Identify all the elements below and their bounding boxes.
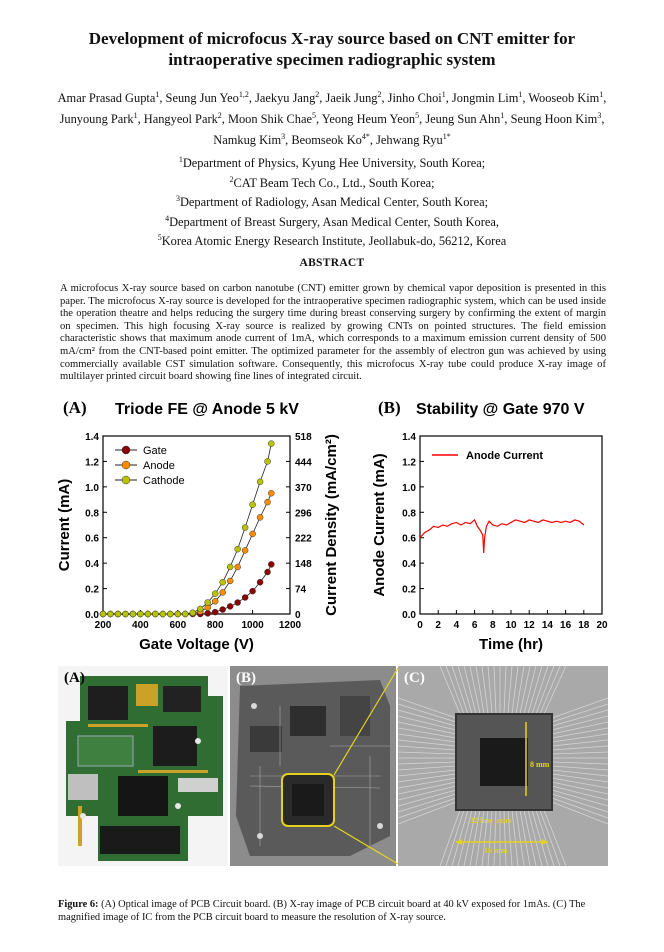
chart-stability bbox=[370, 392, 620, 664]
data-point-cathode bbox=[167, 611, 173, 617]
dim-16mm: 16 mm bbox=[484, 846, 508, 855]
author-name: Jeung Sun Ahn bbox=[425, 112, 501, 127]
x-tick-label: 12 bbox=[523, 620, 535, 631]
x-axis-label: Gate Voltage (V) bbox=[139, 636, 254, 653]
data-point-anode bbox=[235, 564, 241, 570]
author-name: Namkug Kim bbox=[213, 133, 282, 148]
author-affiliation-mark: 1* bbox=[442, 132, 451, 142]
y-tick-label: 0.0 bbox=[402, 610, 416, 621]
line-pairs-label: 32 line pairs bbox=[470, 816, 512, 825]
legend-marker bbox=[122, 446, 130, 454]
y-axis-label: Anode Current (mA) bbox=[371, 453, 388, 597]
panel-label-b: (B) bbox=[378, 398, 401, 417]
x-tick-label: 600 bbox=[169, 620, 187, 631]
data-point-cathode bbox=[175, 611, 181, 617]
data-point-anode bbox=[220, 589, 226, 595]
y2-tick-label: 0 bbox=[295, 610, 301, 621]
data-point-cathode bbox=[268, 441, 274, 447]
author-affiliation-mark: 1 bbox=[441, 90, 446, 99]
data-point-gate bbox=[235, 600, 241, 606]
chart-b-title: Stability @ Gate 970 V bbox=[416, 401, 585, 418]
data-point-gate bbox=[212, 609, 218, 615]
data-point-cathode bbox=[265, 458, 271, 464]
data-point-cathode bbox=[152, 611, 158, 617]
author-name: Seung Jun Yeo bbox=[165, 91, 239, 106]
legend-entry: Anode Current bbox=[466, 450, 543, 462]
legend-entry: Cathode bbox=[143, 475, 185, 487]
chart-triode-fe bbox=[55, 392, 355, 664]
data-point-gate bbox=[265, 569, 271, 575]
photo-label-b: (B) bbox=[236, 670, 256, 686]
x-tick-label: 6 bbox=[471, 620, 478, 631]
y-tick-label: 1.2 bbox=[85, 457, 99, 469]
data-point-cathode bbox=[257, 479, 263, 485]
x-tick-label: 4 bbox=[453, 620, 460, 631]
data-point-gate bbox=[250, 588, 256, 594]
author-affiliation-mark: 2 bbox=[315, 90, 320, 99]
data-point-cathode bbox=[227, 564, 233, 570]
x-tick-label: 200 bbox=[94, 620, 112, 631]
author-name: Jongmin Lim bbox=[451, 91, 519, 106]
data-point-cathode bbox=[220, 579, 226, 585]
author-name: Junyoung Park bbox=[59, 112, 134, 127]
x-tick-label: 400 bbox=[132, 620, 149, 631]
author-name: Beomseok Ko bbox=[291, 133, 362, 148]
data-point-anode bbox=[250, 531, 256, 537]
affiliation-line bbox=[60, 152, 604, 172]
x-tick-label: 10 bbox=[505, 620, 517, 631]
author-list: Amar Prasad Gupta$^1$, Seung Jun Yeo$^{1,2}$, Jaekyu Jang$^2$, Jaeik Jung$^2$, Jinho Choi$^1$, Jongmin Lim$^1$, Wooseob Kim$^1$, Junyoung Park$^1$, Hangyeol Park$^2$, Moon Shik Chae$^5$, Yeong Heum Yeon$^5$, Jeung Sun Ahn$^1$, Seung Hoon Kim$^3$, Namkug Kim$^3$, Beomseok $Ko^{4*}$, Jehwang Ryu$^{1*}$ bbox=[57, 90, 607, 148]
data-point-cathode bbox=[100, 611, 106, 617]
x-tick-label: 16 bbox=[560, 620, 572, 631]
data-point-cathode bbox=[160, 611, 166, 617]
affiliation-text: CAT Beam Tech Co., Ltd., South Korea; bbox=[233, 175, 435, 190]
panel-label-a: (A) bbox=[63, 398, 87, 417]
y-tick-label: 1.4 bbox=[85, 432, 99, 443]
x-tick-label: 18 bbox=[578, 620, 590, 631]
data-point-gate bbox=[205, 610, 211, 616]
x-tick-label: 8 bbox=[490, 620, 496, 631]
y-tick-label: 1.0 bbox=[402, 482, 416, 494]
x-tick-label: 0 bbox=[417, 620, 423, 631]
chart-a-title: Triode FE @ Anode 5 kV bbox=[115, 401, 299, 418]
legend-entry: Gate bbox=[143, 445, 167, 457]
y-tick-label: 0.8 bbox=[85, 508, 99, 520]
photo-pcb-optical bbox=[58, 666, 228, 866]
data-point-cathode bbox=[235, 546, 241, 552]
data-point-gate bbox=[227, 603, 233, 609]
photo-ic-magnified bbox=[398, 666, 608, 866]
plot-frame bbox=[103, 436, 290, 614]
affiliation-line bbox=[60, 191, 604, 211]
y-tick-label: 1.4 bbox=[402, 432, 416, 443]
author-name: Yeong Heum Yeon bbox=[321, 112, 416, 127]
data-point-cathode bbox=[115, 611, 121, 617]
affiliation-mark: 4 bbox=[165, 213, 170, 223]
y-tick-label: 0.4 bbox=[402, 559, 416, 571]
y-tick-label: 0.6 bbox=[85, 533, 99, 545]
y-axis-label: Current (mA) bbox=[56, 478, 73, 572]
data-point-gate bbox=[257, 579, 263, 585]
affiliation-text: Department of Breast Surgery, Asan Medical Center, South Korea, bbox=[169, 214, 499, 229]
data-point-anode bbox=[242, 547, 248, 553]
y2-tick-label: 148 bbox=[295, 559, 312, 571]
caption-label: Figure 6: bbox=[58, 899, 99, 910]
x-tick-label: 20 bbox=[596, 620, 608, 631]
author-name: Jaekyu Jang bbox=[255, 91, 316, 106]
author-name: Amar Prasad Gupta bbox=[57, 91, 156, 106]
photo-label-c: (C) bbox=[404, 670, 425, 686]
data-point-cathode bbox=[250, 502, 256, 508]
data-point-cathode bbox=[212, 591, 218, 597]
y2-tick-label: 74 bbox=[295, 584, 307, 596]
y-tick-label: 0.2 bbox=[85, 584, 99, 596]
author-affiliation-mark: 3 bbox=[281, 132, 286, 142]
data-point-cathode bbox=[182, 611, 188, 617]
y-tick-label: 0.8 bbox=[402, 508, 416, 520]
affiliation-mark: 3 bbox=[175, 194, 180, 204]
data-point-cathode bbox=[205, 600, 211, 606]
affiliation-mark: 5 bbox=[157, 233, 162, 243]
data-point-cathode bbox=[190, 610, 196, 616]
data-point-gate bbox=[268, 561, 274, 567]
author-affiliation-mark: 1,2 bbox=[238, 90, 249, 99]
data-point-anode bbox=[227, 578, 233, 584]
photo-pcb-xray bbox=[230, 666, 396, 866]
abstract-text: A microfocus X-ray source based on carbon nanotube (CNT) emitter grown by chemical vapor deposition is presented in this paper. The microfocus X-ray source is developed for the intraoperative specimen radiographic system, which can be used inside the operation theatre and helps reducing the surgery time during breast conserving surgery by confirming the extent of margin on specimen. This high focusing X-ray source is realized by growing CNTs on pointed structures. The field emission characteristic shows that maximum anode current of 1mA, which corresponds to a maximum emission current density of 500 mA/cm² from the CNT-based point emitter. The optimized parameter for the assembly of electron gun was achieved by using commercially available CST simulation software. Consequently, this microfocus X-ray tube could produce X-ray image of multilayer printed circuit board showing fine lines of integrated circuit. bbox=[60, 283, 606, 383]
plot-frame bbox=[420, 436, 602, 614]
author-name: Hangyeol Park bbox=[143, 112, 218, 127]
data-point-cathode bbox=[130, 611, 136, 617]
data-point-anode bbox=[265, 499, 271, 505]
y2-axis-label: Current Density (mA/cm²) bbox=[323, 434, 340, 616]
data-point-cathode bbox=[145, 611, 151, 617]
data-point-cathode bbox=[197, 606, 203, 612]
x-tick-label: 1000 bbox=[241, 620, 264, 631]
data-point-anode bbox=[257, 514, 263, 520]
dim-8mm: 8 mm bbox=[530, 760, 550, 769]
affiliation-mark: 1 bbox=[178, 155, 183, 164]
data-point-cathode bbox=[107, 611, 113, 617]
affiliation-mark: 2 bbox=[229, 174, 234, 184]
data-point-anode bbox=[268, 490, 274, 496]
affiliation-line bbox=[60, 211, 604, 231]
photo-label-a: (A) bbox=[64, 670, 85, 686]
legend-entry: Anode bbox=[143, 460, 175, 472]
author-affiliation-mark: 1 bbox=[518, 90, 523, 99]
series-line-anode-current bbox=[420, 520, 584, 553]
affiliation-text: Korea Atomic Energy Research Institute, Jeollabuk-do, 56212, Korea bbox=[161, 234, 507, 249]
y-tick-label: 0.0 bbox=[85, 610, 99, 621]
paper-title: Development of microfocus X-ray source based on CNT emitter for intraoperative specimen radiographic system bbox=[88, 29, 576, 69]
y2-tick-label: 296 bbox=[295, 508, 312, 520]
y-tick-label: 1.0 bbox=[85, 482, 99, 494]
affiliation-line bbox=[60, 172, 604, 192]
affiliation-line bbox=[60, 230, 604, 250]
y-tick-label: 0.2 bbox=[402, 584, 416, 596]
x-tick-label: 800 bbox=[206, 620, 224, 631]
affiliation-list bbox=[60, 152, 604, 250]
author-affiliation-mark: 1 bbox=[133, 111, 138, 121]
author-affiliation-mark: 2 bbox=[217, 111, 222, 121]
author-name: Seung Hoon Kim bbox=[510, 112, 598, 127]
data-point-cathode bbox=[242, 525, 248, 531]
data-point-anode bbox=[212, 598, 218, 604]
author-affiliation-mark: 1 bbox=[500, 111, 505, 121]
author-affiliation-mark: 5 bbox=[311, 111, 316, 121]
series-line-gate bbox=[103, 564, 271, 614]
y-tick-label: 0.4 bbox=[85, 559, 99, 571]
y2-tick-label: 222 bbox=[295, 533, 312, 545]
author-affiliation-mark: 4* bbox=[361, 132, 370, 142]
caption-text: (A) Optical image of PCB Circuit board. (B) X-ray image of PCB circuit board at 40 kV exposed for 1mAs. (C) The magnified image of IC from the PCB circuit board to measure the resolution of X-ray source. bbox=[58, 899, 586, 923]
author-name: Jehwang Ryu bbox=[376, 133, 443, 148]
author-affiliation-mark: 3 bbox=[597, 111, 602, 121]
x-tick-label: 2 bbox=[435, 620, 441, 631]
author-affiliation-mark: 1 bbox=[155, 90, 160, 99]
data-point-cathode bbox=[137, 611, 143, 617]
affiliation-text: Department of Physics, Kyung Hee University, South Korea; bbox=[182, 156, 486, 171]
author-affiliation-mark: 2 bbox=[377, 90, 382, 99]
legend-marker bbox=[122, 461, 130, 469]
y2-tick-label: 518 bbox=[295, 432, 312, 443]
y2-tick-label: 370 bbox=[295, 482, 312, 494]
x-tick-label: 14 bbox=[541, 620, 553, 631]
x-axis-label: Time (hr) bbox=[479, 636, 543, 653]
author-name: Jaeik Jung bbox=[325, 91, 378, 106]
author-name: Moon Shik Chae bbox=[227, 112, 312, 127]
author-affiliation-mark: 1 bbox=[599, 90, 604, 99]
author-affiliation-mark: 5 bbox=[415, 111, 420, 121]
author-name: Wooseob Kim bbox=[528, 91, 600, 106]
y-tick-label: 0.6 bbox=[402, 533, 416, 545]
data-point-cathode bbox=[122, 611, 128, 617]
y-tick-label: 1.2 bbox=[402, 457, 416, 469]
y2-tick-label: 444 bbox=[295, 457, 312, 469]
data-point-gate bbox=[220, 607, 226, 613]
x-tick-label: 1200 bbox=[278, 620, 302, 631]
legend-marker bbox=[122, 476, 130, 484]
figure-caption bbox=[58, 898, 610, 924]
data-point-gate bbox=[242, 594, 248, 600]
author-name: Jinho Choi bbox=[387, 91, 442, 106]
abstract-heading: ABSTRACT bbox=[299, 257, 365, 269]
affiliation-text: Department of Radiology, Asan Medical Center, South Korea; bbox=[179, 195, 489, 210]
